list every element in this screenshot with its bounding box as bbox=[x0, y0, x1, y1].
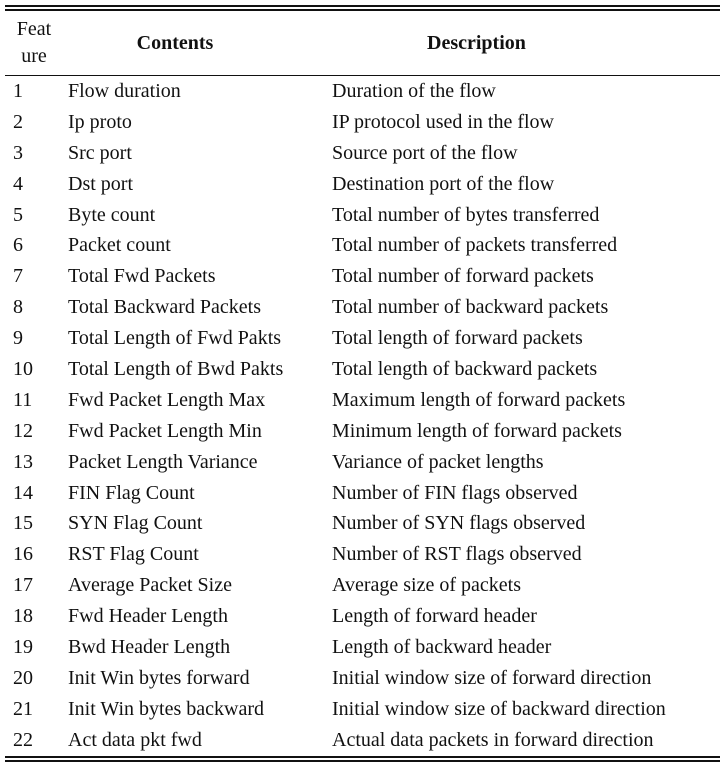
feature-number: 12 bbox=[13, 419, 33, 442]
table-row bbox=[5, 725, 720, 756]
header-description: Description bbox=[427, 31, 526, 54]
feature-description: Actual data packets in forward direction bbox=[332, 728, 654, 751]
feature-name: Dst port bbox=[68, 172, 133, 195]
feature-name: Ip proto bbox=[68, 110, 132, 133]
feature-number: 2 bbox=[13, 110, 23, 133]
feature-description: Maximum length of forward packets bbox=[332, 388, 626, 411]
feature-number: 22 bbox=[13, 728, 33, 751]
feature-number: 21 bbox=[13, 697, 33, 720]
feature-name: Fwd Header Length bbox=[68, 605, 228, 628]
feature-name: Total Fwd Packets bbox=[68, 265, 216, 288]
feature-description: Total length of forward packets bbox=[332, 327, 583, 350]
header-feature-line1: Feat bbox=[16, 18, 52, 40]
table-row bbox=[5, 570, 720, 601]
table-row bbox=[5, 416, 720, 447]
feature-name: Byte count bbox=[68, 203, 156, 226]
table-row bbox=[5, 76, 720, 107]
feature-name: Packet Length Variance bbox=[68, 450, 258, 473]
feature-number: 3 bbox=[13, 141, 23, 164]
feature-description: Minimum length of forward packets bbox=[332, 419, 622, 442]
feature-description: Number of RST flags observed bbox=[332, 543, 582, 566]
header-contents: Contents bbox=[136, 31, 214, 54]
table-row bbox=[5, 169, 720, 200]
feature-table bbox=[5, 5, 720, 762]
feature-number: 16 bbox=[13, 543, 33, 566]
table-row bbox=[5, 200, 720, 231]
feature-number: 11 bbox=[13, 388, 33, 411]
feature-name: RST Flag Count bbox=[68, 543, 199, 566]
table-row bbox=[5, 663, 720, 694]
feature-number: 9 bbox=[13, 327, 23, 350]
feature-description: Total length of backward packets bbox=[332, 357, 598, 380]
feature-name: SYN Flag Count bbox=[68, 512, 203, 535]
feature-name: Fwd Packet Length Max bbox=[68, 388, 266, 411]
table-row bbox=[5, 632, 720, 663]
table-row bbox=[5, 292, 720, 323]
feature-description: Initial window size of forward direction bbox=[332, 666, 652, 689]
header-feature-line2: ure bbox=[21, 45, 47, 67]
feature-description: IP protocol used in the flow bbox=[332, 110, 555, 133]
feature-description: Initial window size of backward direction bbox=[332, 697, 666, 720]
table-row bbox=[5, 107, 720, 138]
feature-number: 1 bbox=[13, 79, 23, 102]
feature-number: 17 bbox=[13, 574, 33, 597]
feature-table-grid bbox=[5, 11, 720, 756]
feature-name: Average Packet Size bbox=[68, 574, 232, 597]
feature-number: 14 bbox=[13, 481, 33, 504]
feature-name: FIN Flag Count bbox=[68, 481, 195, 504]
feature-number: 18 bbox=[13, 605, 33, 628]
table-row bbox=[5, 508, 720, 539]
feature-number: 19 bbox=[13, 635, 33, 658]
feature-name: Act data pkt fwd bbox=[68, 728, 202, 751]
feature-number: 5 bbox=[13, 203, 23, 226]
table-row bbox=[5, 354, 720, 385]
table-body bbox=[5, 76, 720, 756]
feature-name: Flow duration bbox=[68, 79, 181, 102]
table-row bbox=[5, 447, 720, 478]
feature-number: 8 bbox=[13, 296, 23, 319]
table-row bbox=[5, 323, 720, 354]
feature-number: 6 bbox=[13, 234, 23, 257]
feature-number: 4 bbox=[13, 172, 23, 195]
header-feature bbox=[5, 11, 63, 76]
feature-description: Length of backward header bbox=[332, 635, 552, 658]
feature-number: 10 bbox=[13, 357, 33, 380]
feature-description: Length of forward header bbox=[332, 605, 537, 628]
feature-description: Total number of packets transferred bbox=[332, 234, 618, 257]
feature-number: 7 bbox=[13, 265, 23, 288]
feature-name: Src port bbox=[68, 141, 132, 164]
table-row bbox=[5, 261, 720, 292]
feature-name: Init Win bytes forward bbox=[68, 666, 250, 689]
feature-description: Source port of the flow bbox=[332, 141, 518, 164]
feature-description: Destination port of the flow bbox=[332, 172, 555, 195]
table-row bbox=[5, 230, 720, 261]
bottom-rule bbox=[5, 756, 720, 762]
feature-description: Average size of packets bbox=[332, 574, 521, 597]
feature-description: Total number of forward packets bbox=[332, 265, 594, 288]
table-row bbox=[5, 601, 720, 632]
feature-name: Bwd Header Length bbox=[68, 635, 231, 658]
feature-number: 15 bbox=[13, 512, 33, 535]
feature-description: Total number of backward packets bbox=[332, 296, 609, 319]
table-row bbox=[5, 138, 720, 169]
table-row bbox=[5, 539, 720, 570]
feature-number: 13 bbox=[13, 450, 33, 473]
feature-description: Total number of bytes transferred bbox=[332, 203, 600, 226]
feature-name: Fwd Packet Length Min bbox=[68, 419, 262, 442]
feature-number: 20 bbox=[13, 666, 33, 689]
feature-description: Duration of the flow bbox=[332, 79, 496, 102]
feature-name: Total Length of Fwd Pakts bbox=[68, 327, 282, 350]
feature-name: Packet count bbox=[68, 234, 171, 257]
feature-description: Number of SYN flags observed bbox=[332, 512, 586, 535]
table-row bbox=[5, 478, 720, 509]
header-row bbox=[5, 11, 720, 76]
feature-name: Total Length of Bwd Pakts bbox=[68, 357, 284, 380]
table-row bbox=[5, 694, 720, 725]
feature-name: Total Backward Packets bbox=[68, 296, 261, 319]
table-row bbox=[5, 385, 720, 416]
feature-description: Number of FIN flags observed bbox=[332, 481, 578, 504]
feature-name: Init Win bytes backward bbox=[68, 697, 264, 720]
feature-description: Variance of packet lengths bbox=[332, 450, 544, 473]
